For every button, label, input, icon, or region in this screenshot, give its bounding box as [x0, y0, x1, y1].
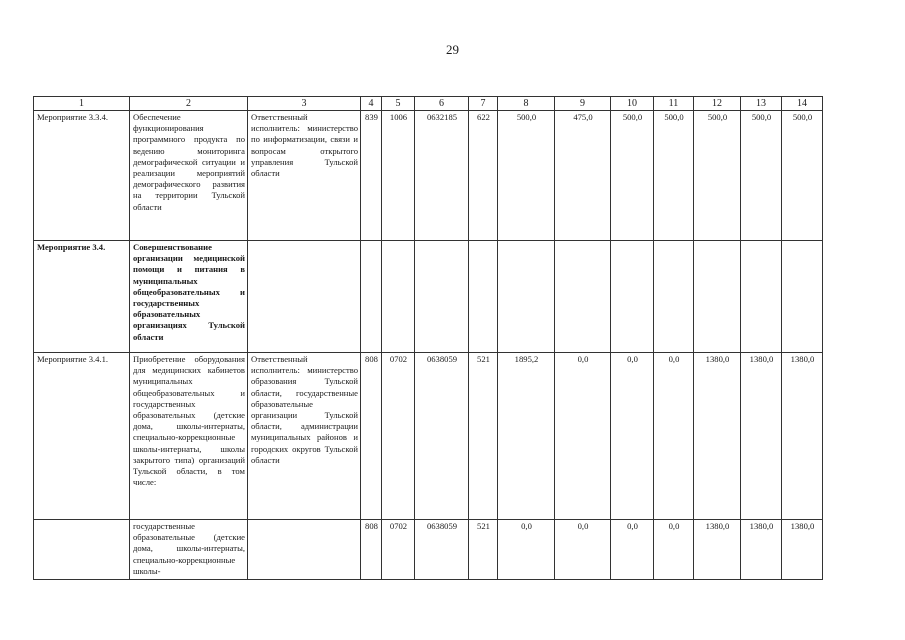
amount-cell: 1380,0 [741, 353, 782, 520]
responsible-executor [248, 241, 361, 353]
code-expense-type: 521 [469, 520, 498, 580]
table-row [34, 241, 823, 353]
code-target-article: 0638059 [415, 353, 469, 520]
amount-cell: 0,0 [555, 520, 611, 580]
measure-title: Приобретение оборудования для медицинских кабинетов муниципальных общеобразовательных и государственных образовательных (детские дома, школы-интернаты, специально-коррекционные школы-интернаты, школы закрытого типа) организаций Тульской области, в том числе: [130, 353, 248, 520]
header-cell: 13 [741, 97, 782, 111]
amount-cell [654, 241, 694, 353]
code-expense-type: 521 [469, 353, 498, 520]
amount-cell: 0,0 [555, 353, 611, 520]
table-row [34, 111, 823, 241]
measure-code [34, 520, 130, 580]
table-row [34, 353, 823, 520]
amount-cell: 0,0 [498, 520, 555, 580]
amount-cell [555, 241, 611, 353]
responsible-executor [248, 520, 361, 580]
measure-title: Обеспечение функционирования программного продукта по ведению мониторинга демографической ситуации и реализации мероприятий демографического развития на территории Тульской области [130, 111, 248, 241]
amount-cell: 1895,2 [498, 353, 555, 520]
amount-cell: 0,0 [611, 520, 654, 580]
amount-cell: 1380,0 [694, 353, 741, 520]
responsible-executor: Ответственный исполнитель: министерство по информатизации, связи и вопросам открытого управления Тульской области [248, 111, 361, 241]
page-number: 29 [446, 42, 459, 57]
amount-cell: 1380,0 [782, 520, 823, 580]
amount-cell: 0,0 [654, 353, 694, 520]
amount-cell: 1380,0 [782, 353, 823, 520]
table-row [34, 520, 823, 580]
header-cell: 6 [415, 97, 469, 111]
header-cell: 3 [248, 97, 361, 111]
measure-title: государственные образовательные (детские дома, школы-интернаты, специально-коррекционные школы- [130, 520, 248, 580]
measure-title: Совершенствование организации медицинской помощи и питания в муниципальных общеобразовательных и государственных образовательных организациях Тульской области [130, 241, 248, 353]
measure-code: Мероприятие 3.4.1. [34, 353, 130, 520]
budget-table [33, 96, 823, 580]
amount-cell: 1380,0 [741, 520, 782, 580]
amount-cell [694, 241, 741, 353]
header-cell: 12 [694, 97, 741, 111]
amount-cell [782, 241, 823, 353]
responsible-executor: Ответственный исполнитель: министерство образования Тульской области, государственные образовательные организации Тульской области, администрации муниципальных районов и городских округов Тульской области [248, 353, 361, 520]
header-cell: 5 [382, 97, 415, 111]
amount-cell [741, 241, 782, 353]
code-grbs [361, 241, 382, 353]
code-section: 1006 [382, 111, 415, 241]
code-target-article: 0638059 [415, 520, 469, 580]
amount-cell: 500,0 [782, 111, 823, 241]
amount-cell: 475,0 [555, 111, 611, 241]
code-expense-type: 622 [469, 111, 498, 241]
header-cell: 1 [34, 97, 130, 111]
header-cell: 2 [130, 97, 248, 111]
table-header-row [34, 97, 823, 111]
amount-cell: 500,0 [741, 111, 782, 241]
header-cell: 9 [555, 97, 611, 111]
amount-cell: 500,0 [694, 111, 741, 241]
code-section [382, 241, 415, 353]
amount-cell [498, 241, 555, 353]
code-grbs: 808 [361, 520, 382, 580]
code-grbs: 839 [361, 111, 382, 241]
amount-cell: 0,0 [654, 520, 694, 580]
code-target-article [415, 241, 469, 353]
code-target-article: 0632185 [415, 111, 469, 241]
code-expense-type [469, 241, 498, 353]
code-section: 0702 [382, 353, 415, 520]
header-cell: 10 [611, 97, 654, 111]
header-cell: 4 [361, 97, 382, 111]
header-cell: 7 [469, 97, 498, 111]
header-cell: 8 [498, 97, 555, 111]
amount-cell: 500,0 [611, 111, 654, 241]
amount-cell: 500,0 [498, 111, 555, 241]
header-cell: 14 [782, 97, 823, 111]
code-grbs: 808 [361, 353, 382, 520]
amount-cell: 1380,0 [694, 520, 741, 580]
amount-cell: 500,0 [654, 111, 694, 241]
code-section: 0702 [382, 520, 415, 580]
measure-code: Мероприятие 3.3.4. [34, 111, 130, 241]
amount-cell: 0,0 [611, 353, 654, 520]
amount-cell [611, 241, 654, 353]
measure-code: Мероприятие 3.4. [34, 241, 130, 353]
header-cell: 11 [654, 97, 694, 111]
